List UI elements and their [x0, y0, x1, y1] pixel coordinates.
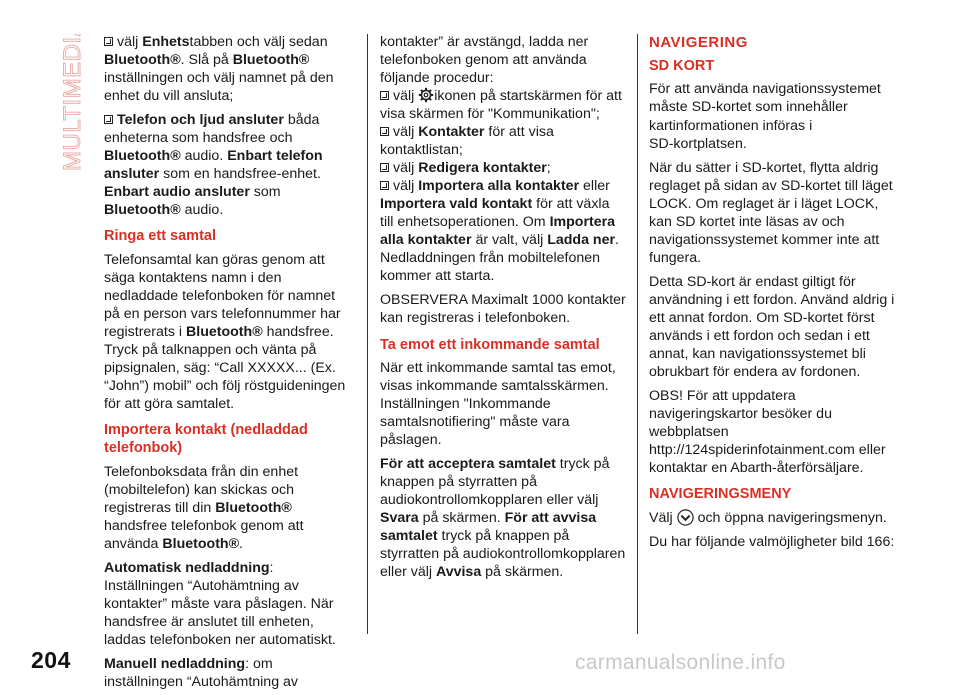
- paragraph: [104, 111, 354, 219]
- text: använda: [104, 535, 163, 552]
- text: välj: [393, 88, 419, 105]
- bold-text: Bluetooth®: [104, 202, 181, 219]
- text-line: webbplatsen: [649, 424, 729, 441]
- paragraph: [380, 359, 628, 449]
- text-line: enhet du vill ansluta;: [104, 88, 234, 105]
- text: .: [615, 232, 619, 249]
- column-2: [380, 33, 628, 587]
- text-line: kartinformationen införas i: [649, 117, 813, 134]
- side-label-text-graphic: [52, 34, 92, 174]
- text-line: reglaget på sidan av SD-kortet till läget: [649, 177, 893, 194]
- paragraph: [649, 509, 899, 527]
- section-heading: Ta emot ett inkommande samtal: [380, 336, 600, 353]
- text-line: Telefonsamtal kan göras genom att: [104, 251, 325, 268]
- text-line: För att använda navigationssystemet: [649, 81, 881, 98]
- text-line: [649, 509, 899, 527]
- bullet-line: [380, 123, 628, 141]
- bold-text: Importera: [549, 214, 615, 231]
- text-line: handsfree telefonbok genom att: [104, 517, 304, 534]
- text-line: OBSERVERA Maximalt 1000 kontakter: [380, 292, 626, 309]
- bold-text: alla kontakter: [380, 232, 472, 249]
- text-line: audiokontrollomkopplaren eller välj: [380, 492, 599, 509]
- text: och öppna navigeringsmenyn.: [697, 509, 887, 526]
- paragraph: [380, 33, 628, 285]
- bold-text: Bluetooth®: [215, 499, 292, 516]
- text-line: styrratten på audiokontrollomkopplaren: [380, 546, 626, 563]
- bold-text: Enbart telefon: [227, 148, 323, 165]
- bold-text: Telefon och ljud ansluter: [117, 112, 284, 129]
- bold-text: Automatisk nedladdning: [104, 559, 270, 576]
- text-line: LOCK. Om reglaget är i läget LOCK,: [649, 195, 879, 212]
- text-line: enheterna som handsfree och: [104, 130, 293, 147]
- paragraph: [104, 655, 354, 691]
- text-line: inställningen och välj namnet på den: [104, 70, 334, 87]
- text: registreras till din: [104, 499, 216, 516]
- text: är valt, välj: [475, 232, 548, 249]
- checkbox-icon: [380, 127, 389, 136]
- text-line: [104, 535, 354, 553]
- text-line: [380, 455, 628, 473]
- text: som en handsfree-enhet.: [163, 166, 321, 183]
- bold-text: Importera alla kontakter: [418, 178, 580, 195]
- text-line: visas inkommande samtalsskärmen.: [380, 377, 609, 394]
- text-line: (mobiltelefon) kan skickas och: [104, 481, 295, 498]
- text: : om: [245, 656, 273, 673]
- chevron-down-icon: [677, 509, 694, 526]
- text-line: http://124spiderinfotainment.com eller: [649, 442, 886, 459]
- text-line: Inställningen "Inkommande: [380, 395, 551, 412]
- bold-text: Avvisa: [435, 564, 482, 581]
- text-line: [104, 51, 354, 69]
- text-line: säga kontaktens namn i den: [104, 269, 282, 286]
- text-line: kontaktlistan;: [380, 142, 463, 159]
- text: Välj: [649, 509, 677, 526]
- text-line: [104, 183, 354, 201]
- text-line: fungera.: [649, 249, 702, 266]
- checkbox-icon: [380, 181, 389, 190]
- text-line: samtalsnotifiering" måste vara: [380, 414, 570, 430]
- bold-text: Manuell nedladdning: [104, 656, 246, 673]
- paragraph: [380, 455, 628, 581]
- text-line: “John”) mobil” och följ röstguideningen: [104, 377, 346, 394]
- section-heading: NAVIGERINGSMENY: [649, 486, 792, 503]
- text-line: navigationssystemet kommer inte att: [649, 231, 880, 248]
- chapter-heading: NAVIGERING: [649, 34, 748, 51]
- text: till enhetsoperationen. Om: [380, 214, 550, 231]
- section-side-label: [52, 34, 92, 174]
- paragraph: [104, 33, 354, 105]
- paragraph: [649, 273, 899, 381]
- text-line: OBS! För att uppdatera: [649, 387, 796, 404]
- text: handsfree.: [266, 323, 334, 340]
- text-line: Nedladdningen från mobiltelefonen: [380, 250, 601, 267]
- bold-text: Enhets: [142, 34, 190, 50]
- text-line: för att göra samtalet.: [104, 395, 235, 412]
- paragraph: [104, 559, 354, 649]
- column-3: [649, 33, 899, 557]
- gear-icon: [418, 87, 434, 103]
- text-line: [104, 147, 354, 165]
- paragraph: [649, 533, 899, 551]
- text-line: Telefonboksdata från din enhet: [104, 463, 299, 480]
- paragraph: [104, 463, 354, 553]
- text-line: används i ett fordon och sedan i ett: [649, 327, 870, 344]
- bold-text: Bluetooth®: [104, 148, 181, 165]
- text-line: pipsignalen, säg: “Call XXXXX... (Ex.: [104, 359, 336, 376]
- text-line: [104, 323, 354, 341]
- section-heading: Ringa ett samtal: [104, 228, 216, 245]
- text: välj: [393, 178, 419, 195]
- checkbox-icon: [380, 91, 389, 100]
- checkbox-icon: [380, 163, 389, 172]
- paragraph: [380, 291, 628, 327]
- text: på skärmen.: [422, 510, 505, 527]
- text-line: Inställningen “Autohämtning av: [104, 578, 299, 594]
- text: välj: [393, 124, 419, 141]
- text-line: kan SD kortet inte läsas av och: [649, 213, 845, 230]
- paragraph: [104, 251, 354, 413]
- bullet-line: [380, 159, 628, 177]
- column-divider: [637, 34, 638, 634]
- bold-text: ansluter: [104, 166, 160, 183]
- bold-text: Importera vald kontakt: [380, 196, 533, 213]
- bold-text: För att avvisa: [504, 510, 597, 527]
- bold-text: samtalet: [380, 528, 438, 545]
- text: eller välj: [380, 564, 436, 581]
- text: välj: [393, 160, 419, 177]
- text-line: navigeringskartor besöker du: [649, 405, 832, 422]
- text: .: [239, 535, 243, 552]
- text-line: laddas telefonboken ner automatiskt.: [104, 632, 336, 649]
- text-line: kontakter” måste vara påslagen. När: [104, 596, 334, 613]
- text: tabben och välj sedan: [189, 34, 328, 50]
- page-number: 204: [31, 647, 71, 673]
- text: . Slå på: [180, 52, 233, 69]
- text-line: användning i ett fordon. Använd aldrig i: [649, 291, 895, 308]
- text-line: annat, kan navigationssystemet bli: [649, 345, 866, 362]
- text: för att växla: [536, 196, 610, 213]
- text-line: följande procedur:: [380, 70, 494, 87]
- text: audio.: [184, 202, 224, 219]
- text-line: När ett inkommande samtal tas emot,: [380, 359, 616, 376]
- bold-text: Kontakter: [418, 124, 485, 141]
- bold-text: Bluetooth®: [186, 323, 263, 340]
- text-line: [104, 559, 354, 577]
- section-heading: SD KORT: [649, 58, 715, 75]
- text-line: [380, 527, 628, 545]
- text: ikonen på startskärmen för att: [434, 88, 622, 105]
- text-line: obrukbart för endera av fordonen.: [649, 363, 861, 380]
- watermark: carmanualsonline.info: [575, 651, 786, 674]
- checkbox-icon: [104, 37, 113, 46]
- text-line: kan registreras i telefonboken.: [380, 310, 571, 327]
- bullet-line: [380, 177, 628, 195]
- text-line: visa skärmen för "Kommunikation";: [380, 106, 600, 123]
- text-line: [380, 195, 628, 213]
- text: ;: [546, 160, 551, 177]
- checkbox-icon: [104, 115, 113, 124]
- text: välj: [117, 34, 143, 50]
- text-line: knappen på styrratten på: [380, 474, 537, 491]
- bullet-line: [380, 87, 628, 105]
- text: eller: [583, 178, 610, 195]
- bold-text: Bluetooth®: [232, 52, 310, 69]
- bullet-line: [104, 33, 354, 51]
- text: på skärmen.: [485, 564, 564, 581]
- text: tryck på knappen på: [441, 528, 570, 545]
- paragraph: [649, 387, 899, 477]
- bold-text: Enbart audio ansluter: [104, 184, 250, 201]
- text: för att visa: [488, 124, 554, 141]
- paragraph: [649, 159, 899, 267]
- text-line: [380, 231, 628, 249]
- text-line: kommer att starta.: [380, 268, 495, 285]
- text-line: kontaktar en Abarth-återförsäljare.: [649, 460, 864, 477]
- bold-text: Redigera kontakter: [418, 160, 547, 177]
- text-line: telefonboken genom att använda: [380, 52, 587, 69]
- text-line: När du sätter i SD-kortet, flytta aldrig: [649, 159, 879, 176]
- bold-text: Bluetooth®: [162, 535, 240, 552]
- text-line: inställningen “Autohämtning av: [104, 674, 299, 691]
- text-line: kontakter” är avstängd, ladda ner: [380, 34, 589, 50]
- text-line: på en person vars telefonnummer har: [104, 305, 341, 322]
- text-line: [104, 655, 354, 673]
- text-line: [380, 213, 628, 231]
- text-line: [104, 165, 354, 183]
- bold-text: Bluetooth®: [104, 52, 181, 69]
- text-line: [380, 563, 628, 581]
- bullet-line: [104, 111, 354, 129]
- column-divider: [367, 34, 368, 634]
- text-line: [104, 499, 354, 517]
- text-line: måste SD-kortet som innehåller: [649, 99, 848, 116]
- text: båda: [287, 112, 320, 129]
- side-label-text: MULTIMEDIA: [59, 34, 86, 171]
- bold-text: Ladda ner: [547, 232, 615, 249]
- text: audio.: [184, 148, 228, 165]
- column-1: [104, 33, 354, 697]
- text-line: SD-kortplatsen.: [649, 135, 747, 152]
- text-line: ett annat fordon. Om SD-kortet först: [649, 309, 875, 326]
- text: :: [269, 559, 274, 576]
- text-line: påslagen.: [380, 432, 442, 449]
- bold-text: För att acceptera samtalet: [380, 456, 556, 473]
- bold-text: Svara: [380, 510, 419, 527]
- text-line: Detta SD-kort är endast giltigt för: [649, 273, 856, 290]
- text-line: Du har följande valmöjligheter bild 166:: [649, 533, 895, 550]
- text-line: nedladdade telefonboken för namnet: [104, 287, 336, 304]
- text-line: handsfree är anslutet till enheten,: [104, 614, 314, 631]
- text: som: [253, 184, 281, 201]
- text-line: Tryck på talknappen och vänta på: [104, 341, 317, 358]
- text-line: [104, 201, 354, 219]
- paragraph: [649, 80, 899, 152]
- section-heading: Importera kontakt (nedladdad telefonbok): [104, 422, 308, 457]
- text: registrerats i: [104, 323, 186, 340]
- text: tryck på: [559, 456, 610, 473]
- text-line: [380, 509, 628, 527]
